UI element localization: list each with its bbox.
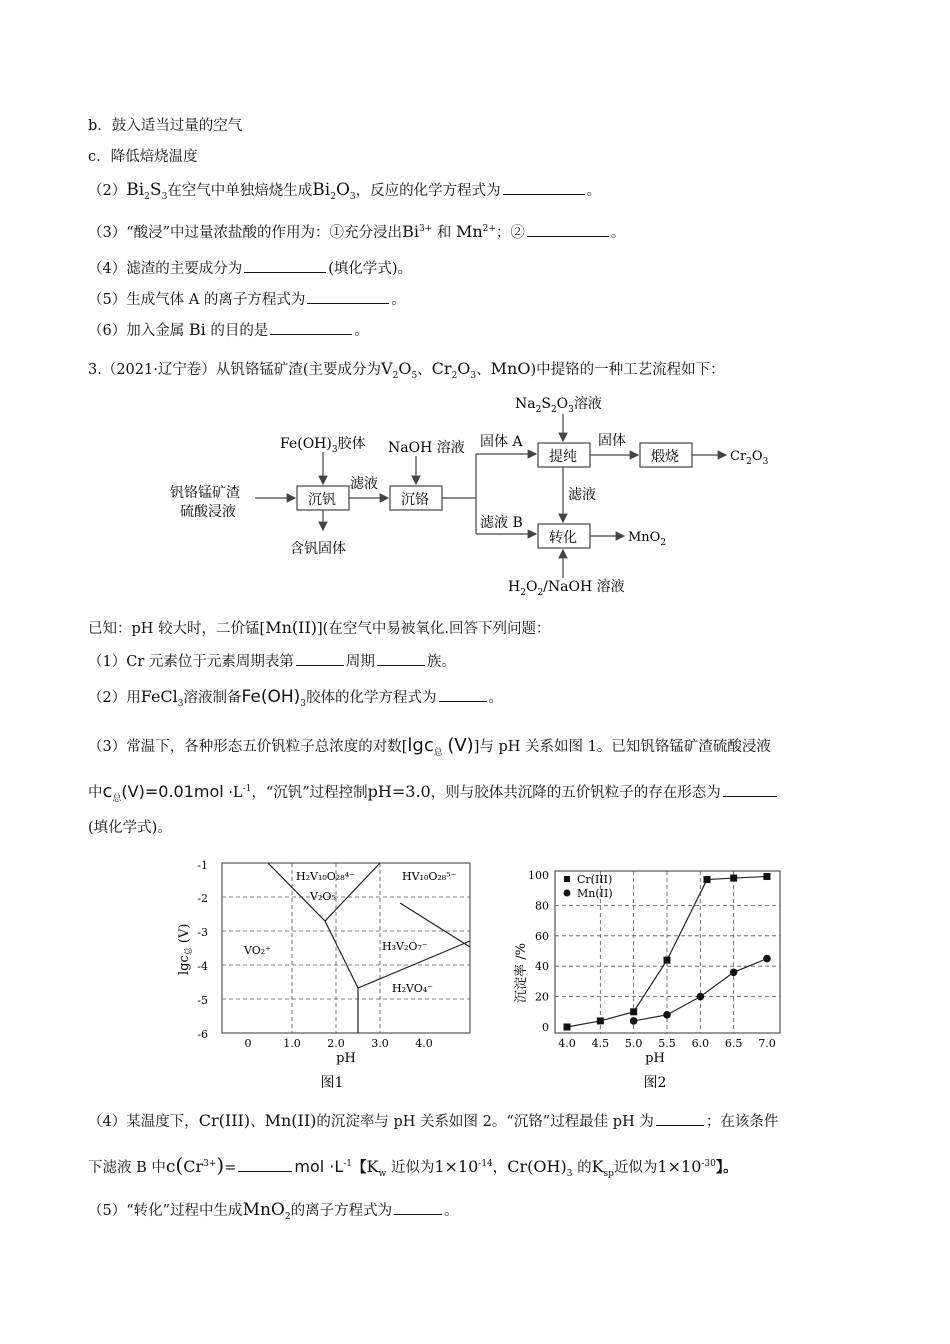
species-vo2: VO₂⁺ bbox=[244, 944, 271, 957]
sub-question-1: （1）Cr 元素位于元素周期表第 周期 族。 bbox=[88, 651, 456, 672]
sub-question-3: （3）常温下，各种形态五价钒粒子总浓度的对数[lgc$_总$ (V)]与 pH 关系如图 1。已知钒铬锰矿渣硫酸浸液 bbox=[88, 735, 771, 758]
additive-naoh: NaOH 溶液 bbox=[388, 440, 465, 456]
data-point-cr bbox=[630, 1008, 637, 1015]
x-tick-label: 7.0 bbox=[758, 1037, 776, 1050]
svg-text:-6: -6 bbox=[197, 1028, 208, 1041]
filtrate-label: 滤液 bbox=[350, 476, 378, 492]
svg-text:沉铬: 沉铬 bbox=[401, 492, 429, 508]
solid-label: 固体 bbox=[598, 433, 626, 449]
answer-blank[interactable] bbox=[377, 651, 425, 666]
data-point-mn bbox=[697, 993, 705, 1001]
question-4: （4）滤渣的主要成分为 (填化学式)。 bbox=[88, 258, 412, 279]
fig2-xlabel: pH bbox=[645, 1051, 665, 1066]
answer-blank[interactable] bbox=[270, 320, 352, 335]
svg-text:-2: -2 bbox=[197, 892, 208, 905]
species-h3v2o7: H₃V₂O₇⁻ bbox=[382, 940, 428, 953]
fig2-caption: 图2 bbox=[643, 1075, 667, 1091]
box-purification bbox=[538, 443, 590, 467]
known-condition: 已知：pH 较大时，二价锰[Mn(II)](在空气中易被氧化.回答下列问题： bbox=[88, 618, 551, 637]
fig2-ylabel: 沉淀率 /% bbox=[514, 943, 529, 1003]
answer-blank[interactable] bbox=[307, 289, 389, 304]
data-point-mn bbox=[763, 955, 771, 963]
svg-text:1.0: 1.0 bbox=[283, 1037, 301, 1050]
svg-text:煅烧: 煅烧 bbox=[651, 449, 679, 465]
y-tick-label: 20 bbox=[535, 990, 549, 1004]
additive-na2s2o3: $Na_2S_2O_3$溶液 bbox=[515, 396, 602, 415]
question-3: （3）“酸浸”中过量浓盐酸的作用为：①充分浸出$Bi^{3+}$ 和 $Mn^{2+}$；② 。 bbox=[88, 222, 626, 241]
sub-question-4-cont: 下滤液 B 中$c(Cr^{3+})=$ mol $\cdot L^{-1}$【$K_w$ 近似为$1\times 10^{-14}$，$Cr(OH)_3$ 的$K_{sp}$近似为$1\times 10^{-30}$】。 bbox=[88, 1153, 738, 1179]
svg-text:-3: -3 bbox=[197, 926, 208, 939]
svg-text:-1: -1 bbox=[197, 859, 208, 872]
sub-question-2: （2）用FeCl$_3$溶液制备$Fe(OH)_3$胶体的化学方程式为 。 bbox=[88, 687, 504, 709]
species-h2v10o28: H₂V₁₀O₂₈⁴⁻ bbox=[296, 870, 355, 883]
data-point-mn bbox=[730, 968, 738, 976]
question-5: （5）生成气体 A 的离子方程式为 。 bbox=[88, 289, 406, 310]
answer-blank[interactable] bbox=[723, 782, 777, 797]
svg-text:0: 0 bbox=[244, 1037, 252, 1050]
data-point-mn bbox=[630, 1017, 638, 1025]
feed-label-1: 钒铬锰矿渣 bbox=[170, 485, 240, 501]
svg-text:转化: 转化 bbox=[549, 530, 577, 546]
product-cr2o3: $Cr_2O_3$ bbox=[730, 449, 769, 467]
data-point-cr bbox=[597, 1017, 604, 1024]
answer-blank[interactable] bbox=[656, 1111, 704, 1126]
x-tick-label: 4.0 bbox=[558, 1037, 576, 1050]
box-chromium-precipitation bbox=[390, 486, 442, 510]
legend-cr: Cr(III) bbox=[577, 873, 613, 886]
svg-text:-5: -5 bbox=[197, 994, 208, 1007]
box-conversion bbox=[538, 524, 590, 548]
box-vanadium-precipitation bbox=[297, 486, 349, 510]
answer-blank[interactable] bbox=[296, 651, 344, 666]
answer-blank[interactable] bbox=[238, 1157, 292, 1172]
problem-3-heading: 3.（2021·辽宁卷）从钒铬锰矿渣(主要成分为$V_2O_5$、$Cr_2O_3$、MnO)中提铬的一种工艺流程如下： bbox=[88, 359, 725, 381]
process-flowchart bbox=[160, 390, 800, 600]
solid-a-label: 固体 A bbox=[480, 434, 523, 450]
legend-circle-marker bbox=[564, 890, 571, 897]
svg-text:2.0: 2.0 bbox=[327, 1037, 345, 1050]
figure-2-precipitation-chart bbox=[505, 855, 790, 1095]
data-point-cr bbox=[664, 957, 671, 964]
svg-text:4.0: 4.0 bbox=[415, 1037, 433, 1050]
fig1-caption: 图1 bbox=[320, 1075, 344, 1091]
answer-blank[interactable] bbox=[503, 180, 585, 195]
species-hv10o28: HV₁₀O₂₈⁵⁻ bbox=[402, 870, 457, 883]
filtrate-b-label: 滤液 B bbox=[480, 515, 523, 531]
fig1-y-ticks bbox=[197, 859, 208, 1041]
answer-blank[interactable] bbox=[244, 258, 326, 273]
vanadium-solid-label: 含钒固体 bbox=[290, 541, 346, 557]
box-calcination bbox=[640, 443, 692, 467]
svg-text:提纯: 提纯 bbox=[549, 449, 577, 465]
y-tick-label: 0 bbox=[542, 1021, 549, 1034]
x-tick-label: 5.5 bbox=[658, 1037, 676, 1050]
x-tick-label: 6.0 bbox=[691, 1037, 710, 1050]
data-point-cr bbox=[704, 876, 711, 883]
y-tick-label: 60 bbox=[535, 929, 549, 943]
data-point-mn bbox=[663, 1011, 671, 1019]
x-tick-label: 5.0 bbox=[624, 1037, 643, 1050]
option-b: b．鼓入适当过量的空气 bbox=[88, 118, 243, 134]
svg-text:沉钒: 沉钒 bbox=[308, 492, 336, 508]
option-c: c．降低焙烧温度 bbox=[88, 149, 198, 165]
answer-blank[interactable] bbox=[439, 687, 487, 702]
filtrate-label-2: 滤液 bbox=[568, 487, 596, 503]
additive-h2o2-naoh: $H_2O_2$/NaOH 溶液 bbox=[508, 579, 625, 598]
sub-question-5: （5）“转化”过程中生成MnO$_2$的离子方程式为 。 bbox=[88, 1200, 459, 1222]
x-tick-label: 4.5 bbox=[591, 1037, 610, 1050]
sub-question-4: （4）某温度下，Cr(III)、Mn(II)的沉淀率与 pH 关系如图 2。“沉铬”过程最佳 pH 为 ；在该条件 bbox=[88, 1111, 779, 1130]
legend-mn: Mn(II) bbox=[577, 887, 613, 900]
question-2: $(2)Bi_2S_3$在空气中单独焙烧生成$Bi_2O_3$，反应的化学方程式为 。 bbox=[88, 180, 602, 202]
svg-text:-4: -4 bbox=[197, 960, 208, 973]
fig1-x-ticks bbox=[245, 1037, 433, 1050]
answer-blank[interactable] bbox=[527, 222, 609, 237]
figure-1-species-diagram bbox=[170, 855, 480, 1095]
svg-text:3.0: 3.0 bbox=[371, 1037, 389, 1050]
product-mno2: MnO$_2$ bbox=[628, 530, 667, 548]
species-v2o5: V₂O₅ bbox=[310, 890, 336, 903]
data-point-cr bbox=[764, 873, 771, 880]
y-tick-label: 80 bbox=[535, 899, 549, 913]
species-h2vo4: H₂VO₄⁻ bbox=[392, 982, 433, 995]
y-tick-label: 40 bbox=[535, 960, 549, 974]
data-point-cr bbox=[564, 1024, 571, 1031]
feed-label-2: 硫酸浸液 bbox=[180, 504, 236, 520]
answer-blank[interactable] bbox=[394, 1200, 442, 1215]
data-point-cr bbox=[730, 875, 737, 882]
question-6: （6）加入金属 Bi 的目的是 。 bbox=[88, 320, 369, 339]
sub-question-3-end: (填化学式)。 bbox=[88, 820, 172, 836]
x-tick-label: 6.5 bbox=[724, 1037, 743, 1050]
fig1-ylabel: lgc$_总$ (V) bbox=[177, 923, 193, 975]
sub-question-3-cont: 中$c_总(V)=0.01mol \cdot L^{-1}$，“沉钒”过程控制pH=3.0，则与胶体共沉降的五价钒粒子的存在形态为 bbox=[88, 782, 779, 803]
legend-square-marker bbox=[564, 876, 570, 882]
fig1-xlabel: pH bbox=[336, 1051, 356, 1066]
y-tick-label: 100 bbox=[528, 869, 549, 882]
additive-feoh3: $Fe(OH)_3$胶体 bbox=[280, 436, 366, 455]
